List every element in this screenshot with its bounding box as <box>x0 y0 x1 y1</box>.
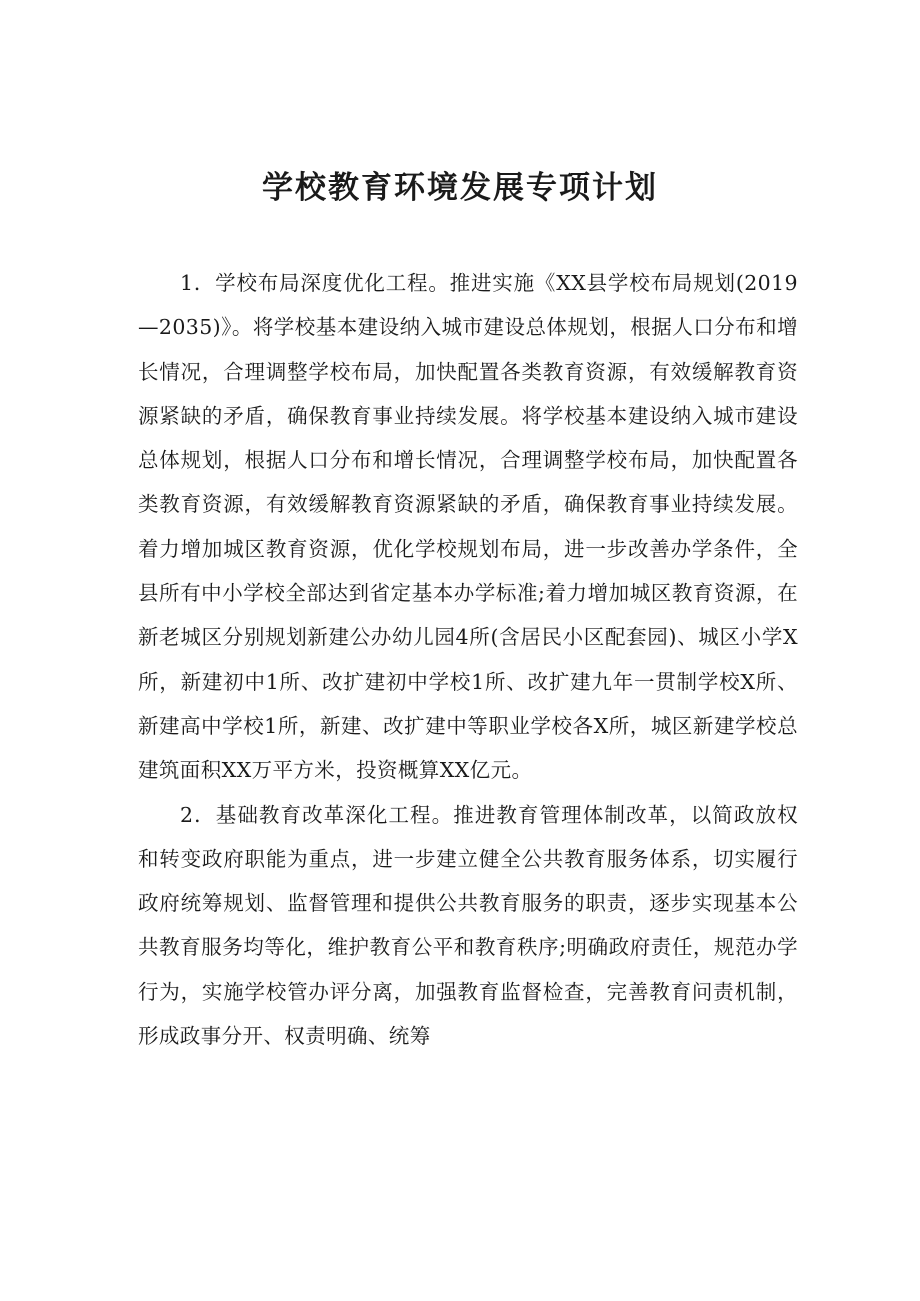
paragraph-education-reform: 2．基础教育改革深化工程。推进教育管理体制改革，以简政放权和转变政府职能为重点，进一步建立健全公共教育服务体系，切实履行政府统筹规划、监督管理和提供公共教育服务的职责，逐步实现基本公共教育服务均等化，维护教育公平和教育秩序;明确政府责任，规范办学行为，实施学校管办评分离，加强教育监督检查，完善教育问责机制，形成政事分开、权责明确、统筹 <box>138 802 798 1049</box>
paragraph-school-layout: 1．学校布局深度优化工程。推进实施《XX县学校布局规划(2019—2035)》。将学校基本建设纳入城市建设总体规划，根据人口分布和增长情况，合理调整学校布局，加快配置各类教育资源，有效缓解教育资源紧缺的矛盾，确保教育事业持续发展。将学校基本建设纳入城市建设总体规划，根据人口分布和增长情况，合理调整学校布局，加快配置各类教育资源，有效缓解教育资源紧缺的矛盾，确保教育事业持续发展。着力增加城区教育资源，优化学校规划布局，进一步改善办学条件，全县所有中小学校全部达到省定基本办学标准;着力增加城区教育资源，在新老城区分别规划新建公办幼儿园4所(含居民小区配套园)、城区小学X所，新建初中1所、改扩建初中学校1所、改扩建九年一贯制学校X所、新建高中学校1所，新建、改扩建中等职业学校各X所，城区新建学校总建筑面积XX万平方米，投资概算XX亿元。 <box>138 271 798 783</box>
document-body <box>138 261 798 1058</box>
document-title: 学校教育环境发展专项计划 <box>262 170 658 206</box>
